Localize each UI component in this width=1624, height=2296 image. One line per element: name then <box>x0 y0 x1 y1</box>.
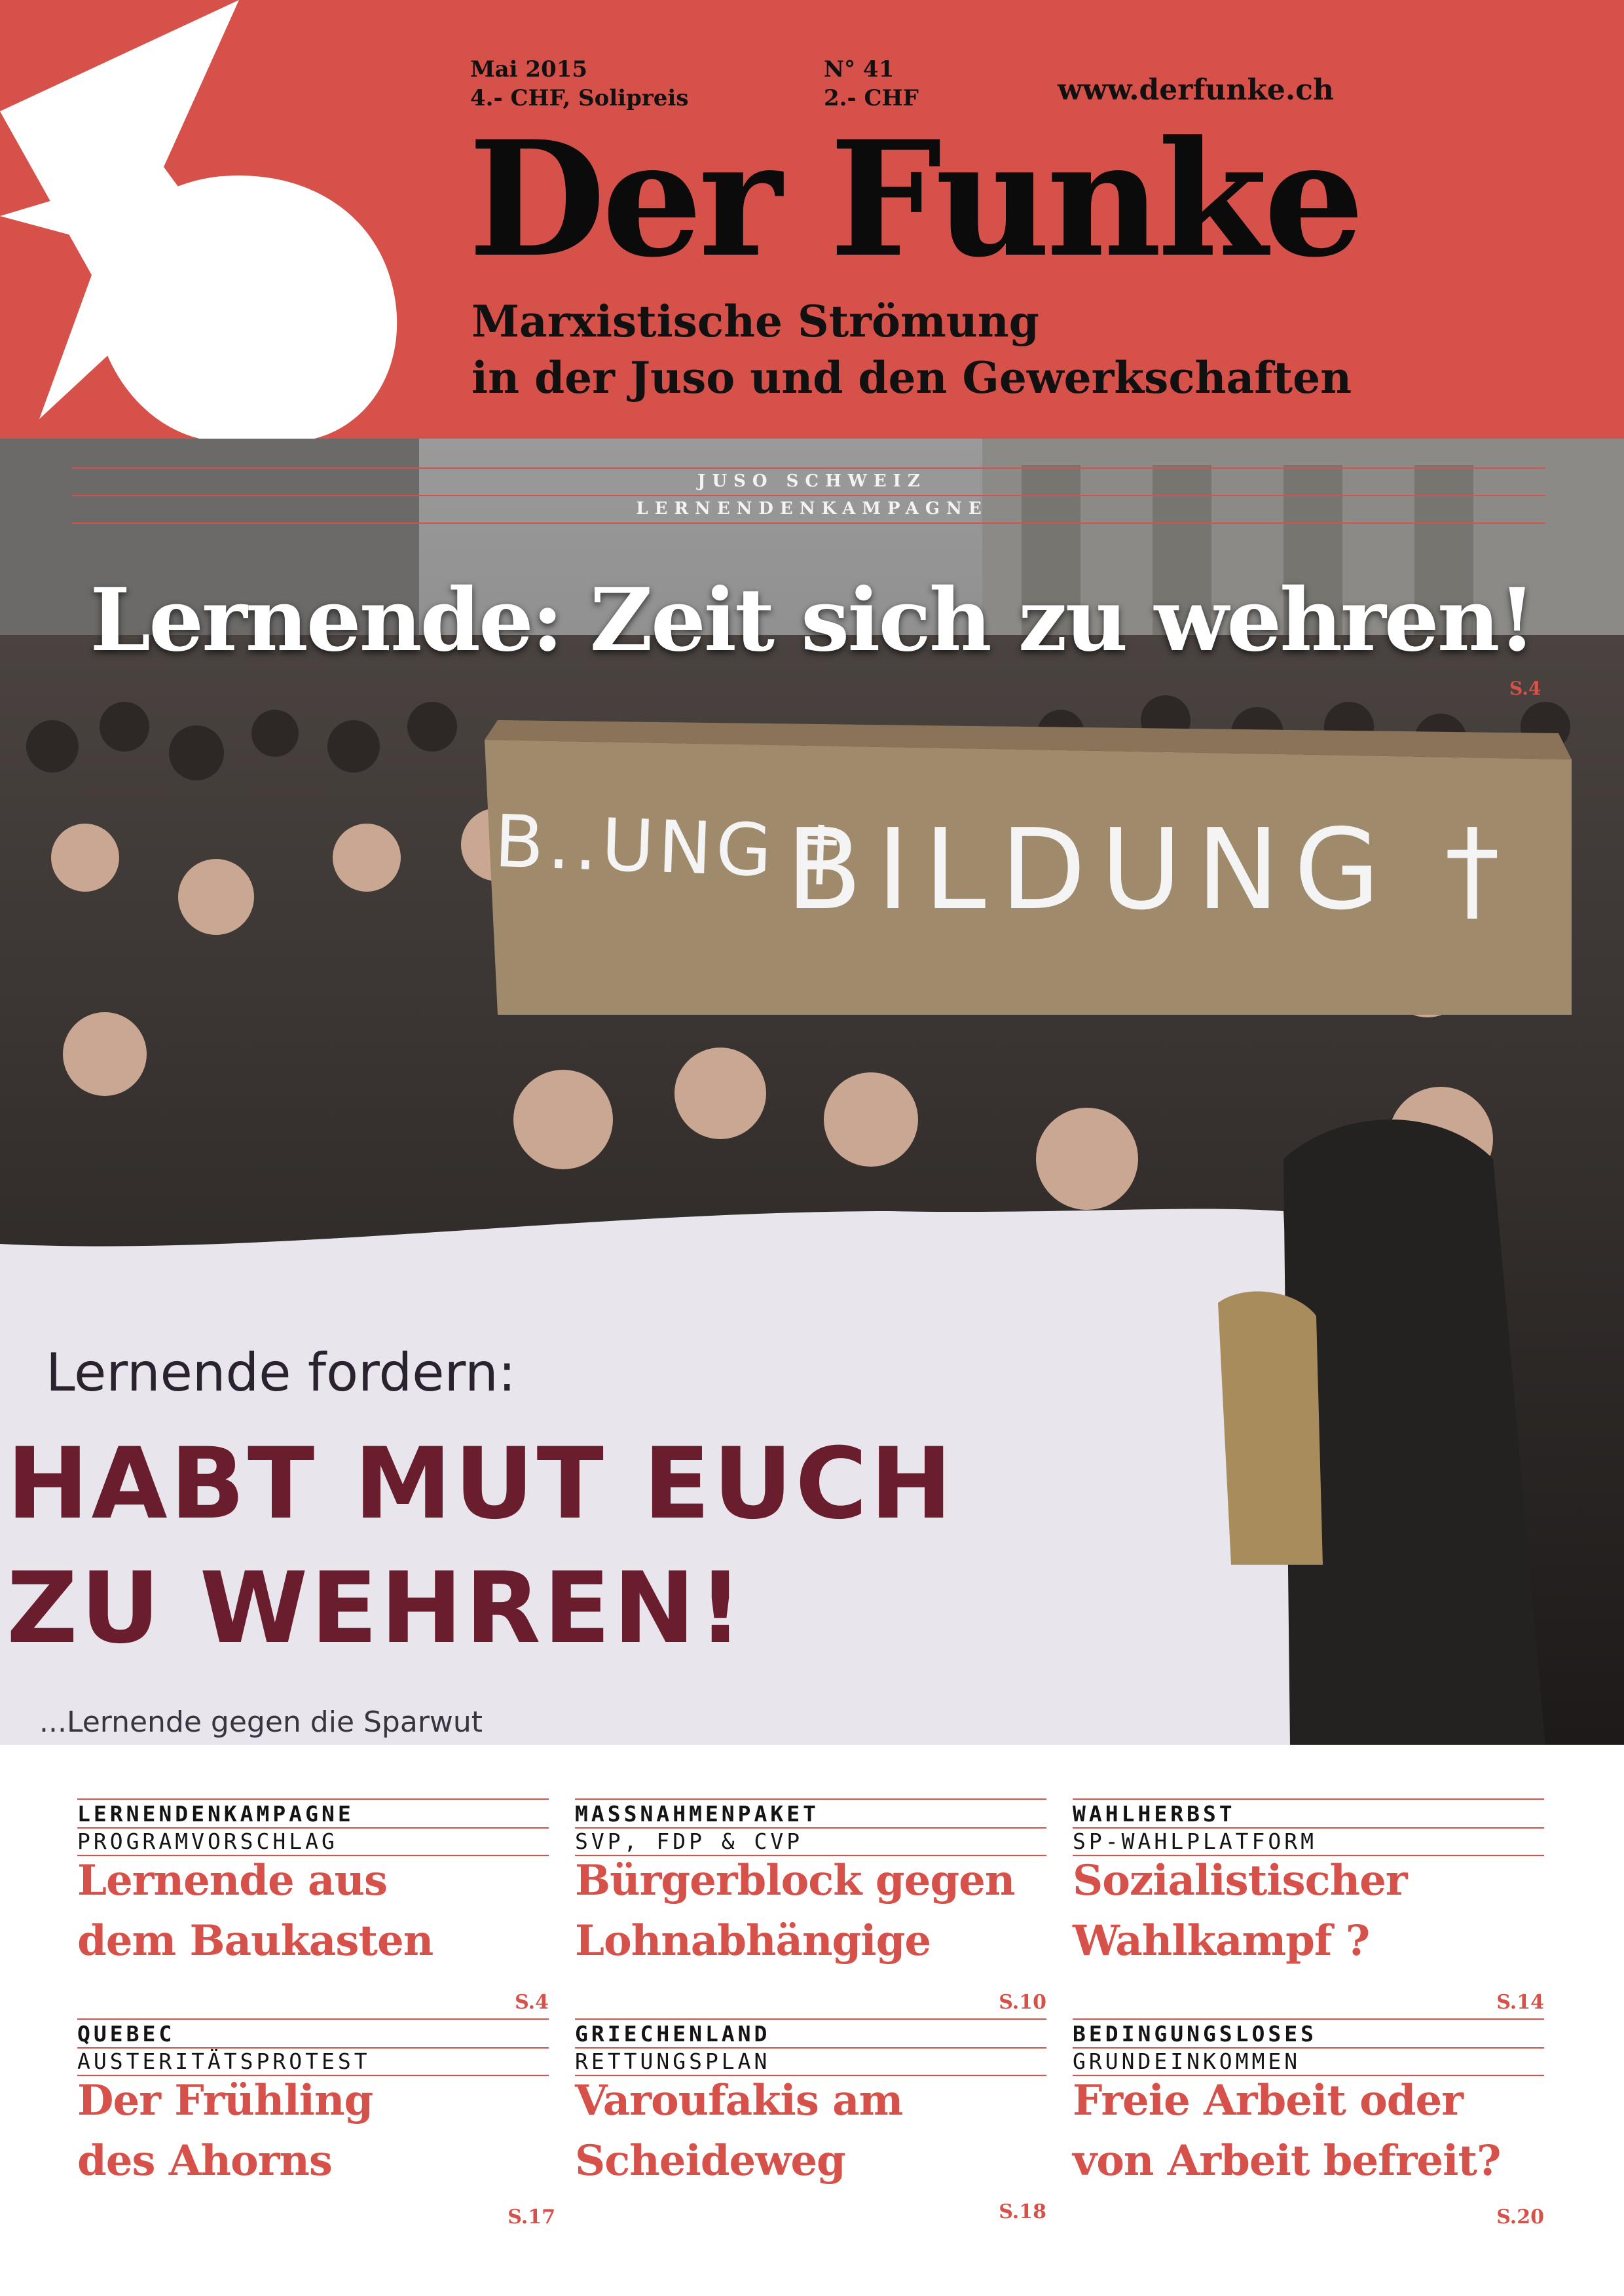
teaser-subcategory: SVP, FDP & CVP <box>575 1829 803 1854</box>
teaser-rule <box>1073 2018 1544 2020</box>
solidarity-price: 4.- CHF, Solipreis <box>470 85 689 111</box>
teaser-subcategory: PROGRAMVORSCHLAG <box>77 1829 338 1854</box>
teaser-rule <box>77 2018 549 2020</box>
teaser-page: S.20 <box>1496 2206 1544 2229</box>
issue-number: N° 41 <box>824 56 895 82</box>
issue-date: Mai 2015 <box>470 56 588 82</box>
teaser-rule <box>77 1798 549 1800</box>
teaser-category: LERNENDENKAMPAGNE <box>77 1801 354 1827</box>
cover-photo <box>0 439 1624 1745</box>
teaser-rule <box>575 1798 1046 1800</box>
website-link[interactable]: www.derfunke.ch <box>1058 73 1334 107</box>
teaser-rule <box>1073 1798 1544 1800</box>
teaser-category: BEDINGUNGSLOSES <box>1073 2021 1318 2047</box>
teaser-grid <box>0 1745 1624 2296</box>
teaser-headline-1: Sozialistischer <box>1073 1856 1407 1905</box>
teaser-page: S.14 <box>1496 1991 1544 2014</box>
teaser-page: S.4 <box>515 1991 549 2014</box>
cover-headline[interactable]: Lernende: Zeit sich zu wehren! <box>90 570 1534 671</box>
teaser-page: S.10 <box>999 1991 1046 2014</box>
teaser-headline-1: Lernende aus <box>77 1856 387 1905</box>
publication-subtitle-1: Marxistische Strömung <box>471 296 1039 347</box>
coffin-sign-left: B..UNG † <box>492 799 844 896</box>
cover-page-ref: S.4 <box>1509 678 1541 699</box>
kicker-line-1: JUSO SCHWEIZ <box>697 471 927 491</box>
kicker-rule-middle <box>72 495 1545 496</box>
masthead <box>0 0 1624 439</box>
teaser-page: S.17 <box>507 2206 555 2229</box>
teaser-headline-1: Varoufakis am <box>575 2076 903 2125</box>
teaser-category: GRIECHENLAND <box>575 2021 771 2047</box>
teaser-page: S.18 <box>999 2200 1046 2223</box>
teaser-headline-2: des Ahorns <box>77 2136 332 2185</box>
banner-line-1: Lernende fordern: <box>46 1342 516 1403</box>
kicker-line-2: LERNENDENKAMPAGNE <box>636 499 988 519</box>
teaser-headline-2: Scheideweg <box>575 2136 845 2185</box>
teaser-category: MASSNAHMENPAKET <box>575 1801 820 1827</box>
banner-line-2: HABT MUT EUCH <box>7 1427 955 1541</box>
teaser-headline-2: von Arbeit befreit? <box>1073 2136 1501 2185</box>
teaser-subcategory: GRUNDEINKOMMEN <box>1073 2049 1301 2074</box>
teaser-category: QUEBEC <box>77 2021 175 2047</box>
kicker-rule-bottom <box>72 522 1545 524</box>
teaser-headline-2: Lohnabhängige <box>575 1916 931 1965</box>
coffin-sign: BILDUNG † <box>786 805 1515 935</box>
spark-logo <box>0 0 432 439</box>
teaser-headline-1: Bürgerblock gegen <box>575 1856 1015 1905</box>
issue-price: 2.- CHF <box>824 85 919 111</box>
teaser-subcategory: SP-WAHLPLATFORM <box>1073 1829 1318 1854</box>
teaser-subcategory: AUSTERITÄTSPROTEST <box>77 2049 371 2074</box>
publication-title: Der Funke <box>468 107 1361 293</box>
teaser-headline-2: Wahlkampf ? <box>1073 1916 1370 1965</box>
teaser-category: WAHLHERBST <box>1073 1801 1236 1827</box>
teaser-rule <box>575 2018 1046 2020</box>
kicker-rule-top <box>72 467 1545 469</box>
teaser-headline-2: dem Baukasten <box>77 1916 434 1965</box>
banner-footer: ...Lernende gegen die Sparwut <box>39 1705 483 1739</box>
teaser-headline-1: Freie Arbeit oder <box>1073 2076 1463 2125</box>
publication-subtitle-2: in der Juso und den Gewerkschaften <box>471 352 1352 403</box>
banner-line-3: ZU WEHREN! <box>7 1552 746 1666</box>
teaser-subcategory: RETTUNGSPLAN <box>575 2049 771 2074</box>
teaser-headline-1: Der Frühling <box>77 2076 373 2125</box>
